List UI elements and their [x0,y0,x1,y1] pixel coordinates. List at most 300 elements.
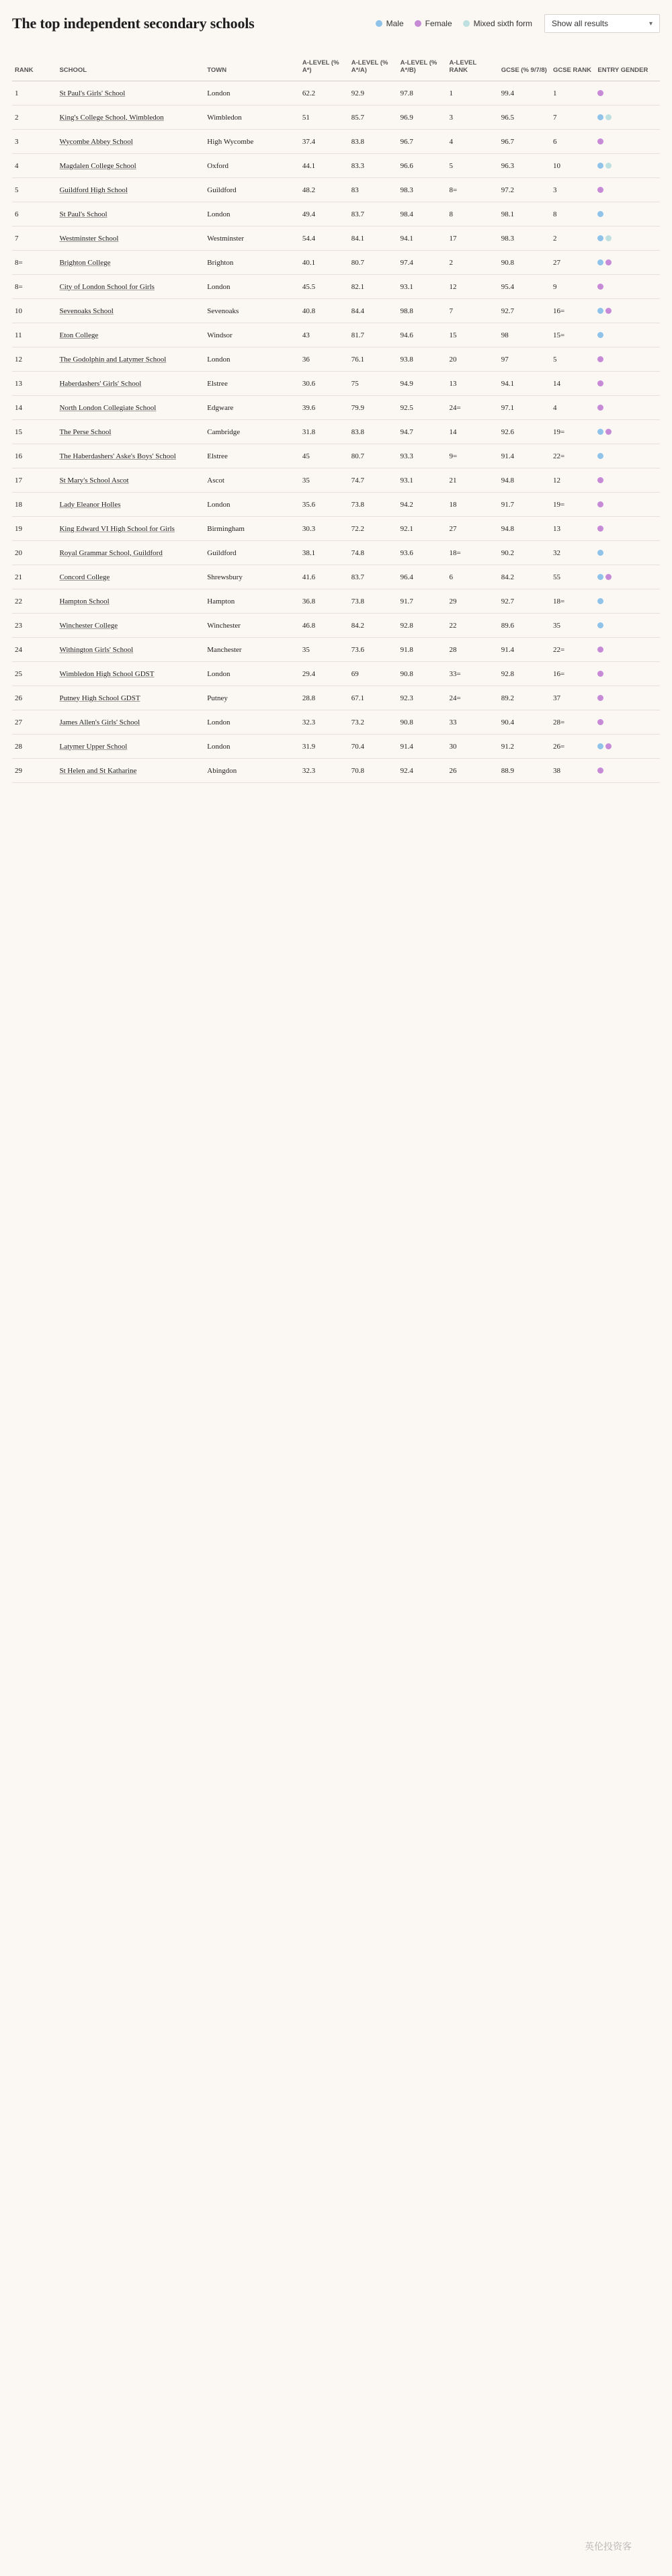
school-link[interactable]: King's College School, Wimbledon [59,113,164,122]
cell-entry-gender [595,347,660,372]
cell-town: Hampton [204,589,300,614]
cell-rank: 19 [12,517,56,541]
male-dot-icon [597,235,603,241]
cell-town: Windsor [204,323,300,347]
table-header-row [12,47,660,81]
cell-alevel-rank: 15 [447,323,499,347]
school-link[interactable]: Withington Girls' School [59,645,134,654]
cell-entry-gender [595,759,660,783]
cell-alevel-a-star-b: 93.3 [398,444,447,468]
female-dot-icon [597,138,603,144]
mixed-dot-icon [605,163,612,169]
cell-alevel-a-star: 41.6 [300,565,349,589]
gender-dots [597,356,657,362]
cell-entry-gender [595,420,660,444]
table-row [12,396,660,420]
school-link[interactable]: Putney High School GDST [59,694,140,702]
cell-alevel-a-star: 48.2 [300,178,349,202]
cell-school[interactable] [56,372,204,396]
cell-alevel-rank: 30 [447,735,499,759]
cell-alevel-a-star-b: 91.4 [398,735,447,759]
page-title: The top independent secondary schools [12,15,255,32]
cell-gcse-rank: 35 [550,614,595,638]
table-row [12,589,660,614]
cell-gcse: 88.9 [499,759,550,783]
table-row [12,81,660,106]
cell-gcse-rank: 4 [550,396,595,420]
cell-rank: 25 [12,662,56,686]
female-dot-icon [415,20,421,27]
cell-alevel-a-star: 51 [300,106,349,130]
cell-rank: 24 [12,638,56,662]
cell-gcse-rank: 13 [550,517,595,541]
cell-rank: 6 [12,202,56,226]
cell-alevel-a-star: 32.3 [300,710,349,735]
cell-alevel-rank: 28 [447,638,499,662]
cell-alevel-a-star: 36.8 [300,589,349,614]
gender-dots [597,138,657,144]
table-row [12,541,660,565]
table-row [12,372,660,396]
table-row [12,735,660,759]
cell-alevel-a-star-a: 83.8 [349,420,398,444]
col-header-alevel-a-star[interactable]: A-LEVEL (% A*) [300,47,349,81]
col-header-rank[interactable]: RANK [12,47,56,81]
school-link[interactable]: St Paul's School [59,210,108,218]
cell-gcse: 98 [499,323,550,347]
cell-alevel-a-star-a: 84.2 [349,614,398,638]
table-row [12,420,660,444]
col-header-alevel-a-star-b[interactable]: A-LEVEL (% A*/B) [398,47,447,81]
cell-school[interactable] [56,710,204,735]
cell-gcse-rank: 5 [550,347,595,372]
col-header-alevel-a-star-a[interactable]: A-LEVEL (% A*/A) [349,47,398,81]
school-link[interactable]: King Edward VI High School for Girls [59,524,175,533]
cell-rank: 20 [12,541,56,565]
cell-alevel-a-star-b: 93.1 [398,468,447,493]
cell-alevel-a-star: 31.9 [300,735,349,759]
cell-school[interactable] [56,541,204,565]
cell-school[interactable] [56,202,204,226]
cell-gcse: 90.4 [499,710,550,735]
cell-alevel-a-star-b: 96.7 [398,130,447,154]
cell-rank: 2 [12,106,56,130]
cell-gcse: 96.3 [499,154,550,178]
cell-gcse-rank: 37 [550,686,595,710]
female-dot-icon [597,187,603,193]
cell-alevel-a-star-a: 73.8 [349,493,398,517]
legend-label-female: Female [425,19,452,28]
gender-dots [597,598,657,604]
cell-alevel-a-star-a: 73.6 [349,638,398,662]
cell-gcse: 98.3 [499,226,550,251]
cell-alevel-a-star-a: 83.7 [349,565,398,589]
school-link[interactable]: The Perse School [59,427,112,436]
school-link[interactable]: Wimbledon High School GDST [59,669,155,678]
cell-school[interactable] [56,226,204,251]
cell-entry-gender [595,299,660,323]
cell-gcse-rank: 22= [550,638,595,662]
cell-alevel-a-star-a: 92.9 [349,81,398,106]
cell-alevel-a-star-b: 92.3 [398,686,447,710]
cell-alevel-a-star-b: 92.5 [398,396,447,420]
cell-alevel-a-star-a: 83.8 [349,130,398,154]
cell-gcse-rank: 22= [550,444,595,468]
col-header-entry-gender: ENTRY GENDER [595,47,660,81]
gender-dots [597,405,657,411]
school-link[interactable]: Hampton School [59,597,110,606]
cell-gcse-rank: 16= [550,299,595,323]
cell-alevel-a-star-b: 90.8 [398,710,447,735]
col-header-gcse[interactable]: GCSE (% 9/7/8) [499,47,550,81]
results-filter-select[interactable] [544,14,660,33]
school-link[interactable]: Latymer Upper School [59,742,128,751]
cell-school[interactable] [56,396,204,420]
legend [376,19,532,28]
cell-town: Brighton [204,251,300,275]
cell-school[interactable] [56,493,204,517]
cell-gcse-rank: 18= [550,589,595,614]
cell-school[interactable] [56,347,204,372]
cell-town: Abingdon [204,759,300,783]
mixed-dot-icon [605,114,612,120]
cell-alevel-a-star: 62.2 [300,81,349,106]
cell-gcse-rank: 10 [550,154,595,178]
cell-gcse-rank: 1 [550,81,595,106]
cell-entry-gender [595,372,660,396]
cell-alevel-a-star-b: 93.8 [398,347,447,372]
cell-school[interactable] [56,686,204,710]
school-link[interactable]: Winchester College [59,621,118,630]
male-dot-icon [597,114,603,120]
cell-rank: 3 [12,130,56,154]
table-row [12,202,660,226]
female-dot-icon [597,477,603,483]
cell-entry-gender [595,493,660,517]
cell-entry-gender [595,735,660,759]
cell-school[interactable] [56,735,204,759]
cell-alevel-rank: 13 [447,372,499,396]
female-dot-icon [597,647,603,653]
cell-school[interactable] [56,323,204,347]
cell-alevel-a-star-b: 91.7 [398,589,447,614]
cell-gcse: 97 [499,347,550,372]
cell-alevel-rank: 7 [447,299,499,323]
cell-town: London [204,710,300,735]
cell-town: Ascot [204,468,300,493]
cell-alevel-rank: 24= [447,396,499,420]
col-header-alevel-rank[interactable]: A-LEVEL RANK [447,47,499,81]
cell-entry-gender [595,202,660,226]
cell-alevel-rank: 18= [447,541,499,565]
male-dot-icon [597,211,603,217]
school-link[interactable]: Sevenoaks School [59,306,114,315]
table-row [12,251,660,275]
mixed-dot-icon [463,20,470,27]
cell-rank: 14 [12,396,56,420]
gender-dots [597,767,657,774]
cell-alevel-a-star-a: 73.8 [349,589,398,614]
cell-entry-gender [595,662,660,686]
cell-alevel-a-star: 44.1 [300,154,349,178]
cell-alevel-a-star-a: 72.2 [349,517,398,541]
gender-dots [597,211,657,217]
cell-school[interactable] [56,565,204,589]
cell-alevel-a-star-a: 73.2 [349,710,398,735]
cell-school[interactable] [56,154,204,178]
gender-dots [597,550,657,556]
cell-alevel-rank: 9= [447,444,499,468]
cell-alevel-a-star-b: 93.1 [398,275,447,299]
table-row [12,178,660,202]
cell-gcse-rank: 27 [550,251,595,275]
table-row [12,565,660,589]
cell-school[interactable] [56,251,204,275]
cell-gcse: 90.2 [499,541,550,565]
school-link[interactable]: James Allen's Girls' School [59,718,140,726]
school-link[interactable]: St Helen and St Katharine [59,766,137,775]
school-link[interactable]: Wycombe Abbey School [59,137,133,146]
school-link[interactable]: Lady Eleanor Holles [59,500,121,509]
male-dot-icon [597,429,603,435]
cell-gcse: 98.1 [499,202,550,226]
cell-town: Winchester [204,614,300,638]
cell-rank: 29 [12,759,56,783]
school-link[interactable]: The Godolphin and Latymer School [59,355,167,364]
cell-alevel-a-star: 35 [300,468,349,493]
cell-alevel-a-star-b: 93.6 [398,541,447,565]
cell-gcse: 94.8 [499,468,550,493]
female-dot-icon [597,284,603,290]
cell-entry-gender [595,589,660,614]
cell-gcse: 89.6 [499,614,550,638]
cell-town: Manchester [204,638,300,662]
cell-gcse-rank: 15= [550,323,595,347]
male-dot-icon [597,332,603,338]
cell-town: Birmingham [204,517,300,541]
mixed-dot-icon [605,235,612,241]
gender-dots [597,380,657,386]
cell-rank: 16 [12,444,56,468]
male-dot-icon [597,453,603,459]
school-link[interactable]: The Haberdashers' Aske's Boys' School [59,452,176,460]
female-dot-icon [597,695,603,701]
cell-alevel-a-star: 43 [300,323,349,347]
table-row [12,710,660,735]
cell-entry-gender [595,130,660,154]
cell-school[interactable] [56,614,204,638]
col-header-gcse-rank[interactable]: GCSE RANK [550,47,595,81]
cell-alevel-a-star: 40.1 [300,251,349,275]
legend-label-male: Male [386,19,404,28]
cell-school[interactable] [56,638,204,662]
cell-town: Cambridge [204,420,300,444]
cell-school[interactable] [56,275,204,299]
cell-alevel-a-star-a: 83.7 [349,202,398,226]
cell-rank: 10 [12,299,56,323]
col-header-school[interactable]: SCHOOL [56,47,204,81]
gender-dots [597,235,657,241]
male-dot-icon [376,20,382,27]
results-filter-value: Show all results [552,19,609,28]
col-header-town[interactable]: TOWN [204,47,300,81]
cell-gcse-rank: 32 [550,541,595,565]
cell-alevel-rank: 21 [447,468,499,493]
cell-school[interactable] [56,517,204,541]
cell-entry-gender [595,710,660,735]
cell-rank: 22 [12,589,56,614]
cell-school[interactable] [56,130,204,154]
cell-alevel-rank: 14 [447,420,499,444]
cell-gcse: 96.5 [499,106,550,130]
cell-gcse-rank: 8 [550,202,595,226]
gender-dots [597,719,657,725]
cell-alevel-a-star-b: 94.9 [398,372,447,396]
school-link[interactable]: St Paul's Girls' School [59,89,126,97]
gender-dots [597,284,657,290]
cell-alevel-rank: 33= [447,662,499,686]
cell-town: Shrewsbury [204,565,300,589]
gender-dots [597,647,657,653]
female-dot-icon [605,574,612,580]
cell-gcse: 92.6 [499,420,550,444]
table-row [12,686,660,710]
school-link[interactable]: Brighton College [59,258,111,267]
cell-alevel-rank: 27 [447,517,499,541]
female-dot-icon [597,356,603,362]
female-dot-icon [597,380,603,386]
legend-item-mixed [463,19,532,28]
cell-rank: 12 [12,347,56,372]
cell-town: Elstree [204,372,300,396]
cell-entry-gender [595,178,660,202]
school-link[interactable]: St Mary's School Ascot [59,476,129,485]
cell-alevel-a-star-a: 80.7 [349,444,398,468]
cell-alevel-a-star-b: 96.9 [398,106,447,130]
cell-alevel-rank: 2 [447,251,499,275]
cell-alevel-a-star-a: 84.1 [349,226,398,251]
cell-alevel-a-star: 32.3 [300,759,349,783]
cell-school[interactable] [56,759,204,783]
cell-rank: 8= [12,251,56,275]
cell-town: Guildford [204,178,300,202]
cell-gcse: 92.8 [499,662,550,686]
gender-dots [597,501,657,507]
cell-school[interactable] [56,81,204,106]
cell-alevel-a-star-a: 67.1 [349,686,398,710]
cell-rank: 5 [12,178,56,202]
cell-town: Guildford [204,541,300,565]
school-link[interactable]: City of London School for Girls [59,282,155,291]
school-link[interactable]: Royal Grammar School, Guildford [59,548,163,557]
female-dot-icon [597,719,603,725]
cell-alevel-a-star-b: 98.3 [398,178,447,202]
cell-entry-gender [595,686,660,710]
school-link[interactable]: North London Collegiate School [59,403,157,412]
cell-gcse: 94.1 [499,372,550,396]
school-link[interactable]: Guildford High School [59,185,128,194]
cell-school[interactable] [56,444,204,468]
cell-alevel-a-star-a: 74.7 [349,468,398,493]
cell-gcse-rank: 38 [550,759,595,783]
cell-school[interactable] [56,468,204,493]
cell-alevel-a-star-b: 94.7 [398,420,447,444]
cell-town: Putney [204,686,300,710]
cell-school[interactable] [56,178,204,202]
gender-dots [597,743,657,749]
cell-rank: 7 [12,226,56,251]
table-row [12,662,660,686]
cell-alevel-a-star-a: 82.1 [349,275,398,299]
cell-alevel-rank: 29 [447,589,499,614]
male-dot-icon [597,622,603,628]
school-link[interactable]: Haberdashers' Girls' School [59,379,142,388]
female-dot-icon [597,501,603,507]
cell-entry-gender [595,275,660,299]
cell-school[interactable] [56,106,204,130]
cell-alevel-a-star-b: 90.8 [398,662,447,686]
cell-rank: 1 [12,81,56,106]
gender-dots [597,453,657,459]
cell-alevel-a-star: 40.8 [300,299,349,323]
chevron-down-icon: ▾ [648,19,653,28]
cell-alevel-a-star: 45.5 [300,275,349,299]
cell-rank: 4 [12,154,56,178]
cell-alevel-a-star-a: 69 [349,662,398,686]
school-link[interactable]: Westminster School [59,234,119,243]
school-link[interactable]: Magdalen College School [59,161,136,170]
legend-item-male [376,19,404,28]
cell-alevel-a-star: 54.4 [300,226,349,251]
cell-alevel-a-star-b: 96.4 [398,565,447,589]
cell-town: Oxford [204,154,300,178]
cell-school[interactable] [56,299,204,323]
cell-alevel-a-star-b: 96.6 [398,154,447,178]
header-controls [376,14,660,33]
cell-town: London [204,275,300,299]
male-dot-icon [597,574,603,580]
female-dot-icon [597,671,603,677]
gender-dots [597,114,657,120]
gender-dots [597,429,657,435]
cell-gcse: 92.7 [499,299,550,323]
cell-alevel-a-star: 45 [300,444,349,468]
cell-gcse: 99.4 [499,81,550,106]
table-row [12,299,660,323]
cell-gcse-rank: 14 [550,372,595,396]
cell-entry-gender [595,638,660,662]
cell-entry-gender [595,323,660,347]
cell-school[interactable] [56,589,204,614]
cell-alevel-rank: 6 [447,565,499,589]
table-row [12,130,660,154]
cell-gcse-rank: 55 [550,565,595,589]
female-dot-icon [597,526,603,532]
gender-dots [597,187,657,193]
cell-alevel-a-star-a: 75 [349,372,398,396]
cell-school[interactable] [56,420,204,444]
school-link[interactable]: Concord College [59,573,110,581]
male-dot-icon [597,598,603,604]
cell-alevel-a-star-a: 84.4 [349,299,398,323]
cell-alevel-rank: 12 [447,275,499,299]
school-link[interactable]: Eton College [59,331,99,339]
table-body [12,81,660,783]
cell-entry-gender [595,565,660,589]
cell-school[interactable] [56,662,204,686]
table-row [12,493,660,517]
cell-alevel-a-star-a: 81.7 [349,323,398,347]
